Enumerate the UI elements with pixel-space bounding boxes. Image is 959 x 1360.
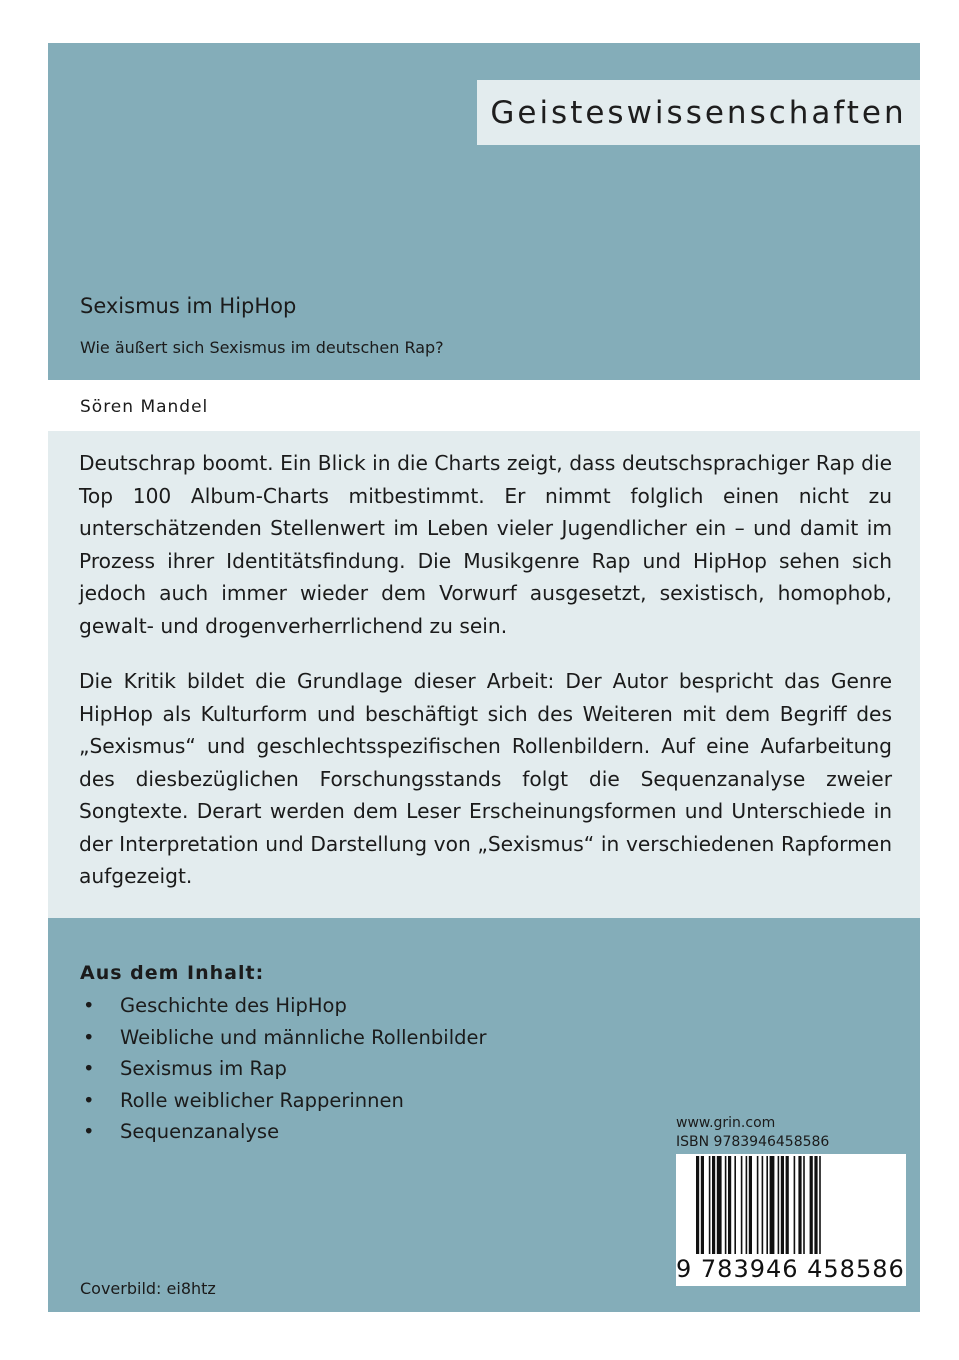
barcode-bar — [717, 1156, 722, 1254]
barcode-bar — [746, 1156, 748, 1254]
list-item — [80, 1085, 487, 1117]
list-item — [80, 1053, 487, 1085]
barcode-bar — [762, 1156, 764, 1254]
barcode-bars — [696, 1156, 886, 1254]
list-item — [80, 990, 487, 1022]
barcode-bar — [734, 1156, 736, 1254]
bullet-icon: • — [83, 1057, 95, 1080]
list-item-label: Weibliche und männliche Rollenbilder — [120, 1025, 487, 1049]
list-item — [80, 1022, 487, 1054]
description-panel — [48, 431, 920, 918]
barcode-bar — [778, 1156, 780, 1254]
barcode-bar — [819, 1156, 821, 1254]
description-paragraph-1: Deutschrap boomt. Ein Blick in die Charts zeigt, dass deutschsprachiger Rap die Top 100 Album-Charts mitbestimmt. Er nimmt folglich einen nicht zu unterschätzenden Stellenwert im Leben vieler Jugendlicher ein – und damit im Prozess ihrer Identitätsfindung. Die Musikgenre Rap und HipHop sehen sich jedoch auch immer wieder dem Vorwurf ausgesetzt, sexistisch, homophob, gewalt- und drogenverherrlichend zu sein. — [79, 451, 892, 638]
barcode-bar — [757, 1156, 759, 1254]
publisher-info — [676, 1114, 829, 1152]
bullet-icon: • — [83, 1088, 95, 1112]
bullet-icon: • — [83, 994, 95, 1017]
barcode-bar — [794, 1156, 796, 1254]
barcode-bar — [786, 1156, 789, 1254]
list-item-label: Rolle weiblicher Rapperinnen — [120, 1088, 404, 1112]
barcode-bar — [696, 1156, 699, 1254]
bullet-icon: • — [83, 1120, 95, 1143]
barcode-bar — [781, 1156, 784, 1254]
barcode-bar — [749, 1156, 752, 1254]
barcode — [676, 1154, 906, 1283]
isbn-label: ISBN 9783946458586 — [676, 1134, 830, 1150]
barcode-bar — [741, 1156, 743, 1254]
list-item-label: Sexismus im Rap — [120, 1057, 287, 1080]
description-paragraph-2: Die Kritik bildet die Grundlage dieser Arbeit: Der Autor bespricht das Genre HipHop als Kulturform und beschäftigt sich des Weiteren mit dem Begriff des „Sexismus“ und geschlechtsspezifischen Rollenbildern. Auf eine Aufarbeitung des diesbezüglichen Forschungsstands folgt die Sequenzanalyse zweier Songtexte. Derart werden dem Leser Erscheinungsformen und Unterschiede in der Interpretation und Darstellung von „Sexismus“ in verschiedenen Rapformen aufgezeigt. — [79, 669, 892, 888]
author-name: Sören Mandel — [80, 397, 209, 417]
list-item — [80, 1116, 487, 1148]
barcode-bar — [701, 1156, 704, 1254]
header-panel — [48, 43, 920, 380]
barcode-bar — [766, 1156, 768, 1254]
category-banner — [477, 80, 920, 145]
list-item-label: Geschichte des HipHop — [120, 994, 347, 1017]
barcode-bar — [728, 1156, 731, 1254]
barcode-bar — [803, 1156, 805, 1254]
contents-list — [80, 990, 487, 1148]
book-subtitle: Wie äußert sich Sexismus im deutschen Rap? — [80, 338, 444, 357]
barcode-bar — [770, 1156, 775, 1254]
contents-heading: Aus dem Inhalt: — [80, 962, 265, 984]
book-title: Sexismus im HipHop — [80, 294, 297, 318]
publisher-website: www.grin.com — [676, 1115, 776, 1131]
barcode-bar — [810, 1156, 813, 1254]
contents-panel — [48, 918, 920, 1312]
barcode-digits: 9 783946 458586 — [676, 1254, 906, 1286]
barcode-bar — [725, 1156, 727, 1254]
barcode-bar — [814, 1156, 817, 1254]
list-item-label: Sequenzanalyse — [120, 1120, 280, 1143]
barcode-bar — [712, 1156, 715, 1254]
barcode-bar — [798, 1156, 801, 1254]
bullet-icon: • — [83, 1025, 95, 1049]
category-label: Geisteswissenschaften — [490, 94, 907, 131]
barcode-bar — [709, 1156, 711, 1254]
cover-credit: Coverbild: ei8htz — [80, 1279, 216, 1298]
